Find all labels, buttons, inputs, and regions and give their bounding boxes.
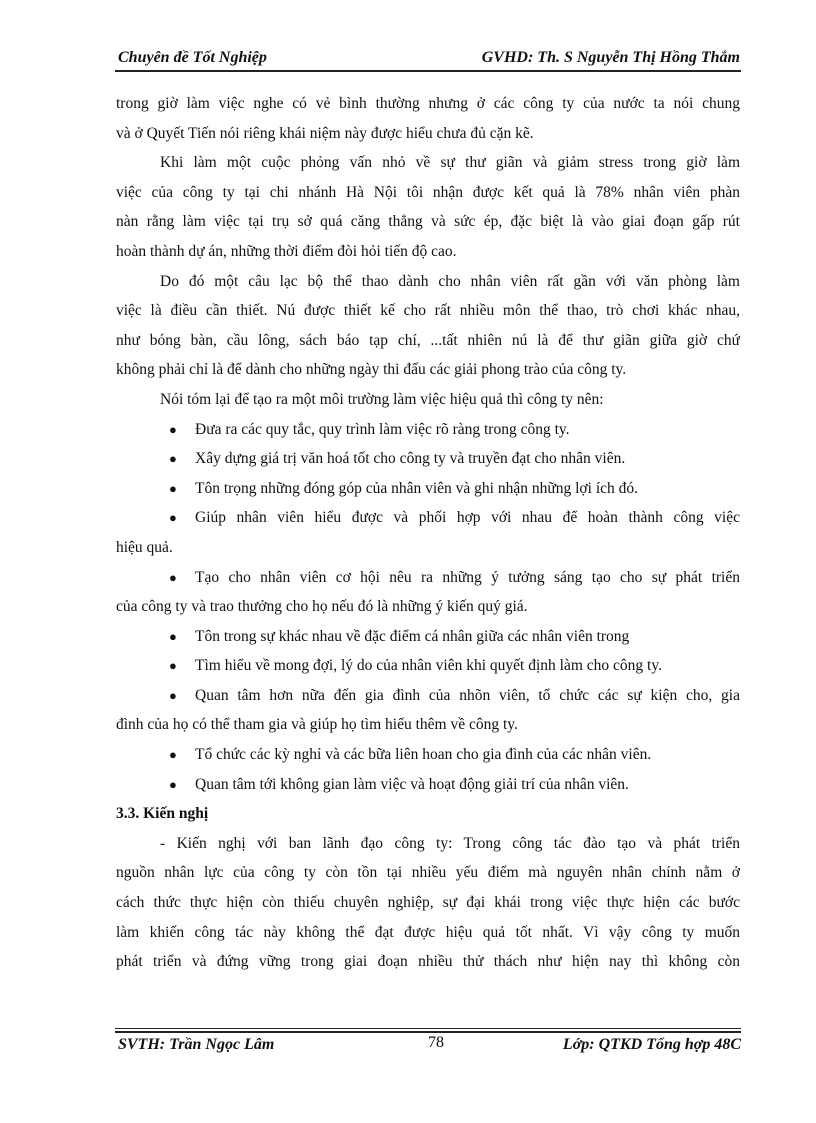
document-body [116, 89, 740, 977]
header-rule [115, 70, 741, 72]
bullet-text: Tôn trọng những đóng góp của nhân viên và ghi nhận những lợi ích đó. [195, 479, 638, 497]
bullet-text: Tôn trong sự khác nhau về đặc điểm cá nhân giữa các nhân viên trong [195, 627, 630, 645]
paragraph-line: cách thức thực hiện còn thiếu chuyên nghiệp, sự đại khái trong việc thực hiện các bước [116, 894, 740, 912]
footer-rule-thin [115, 1028, 741, 1029]
bullet-icon: ● [169, 569, 177, 585]
paragraph-line: hoàn thành dự án, những thời điểm đòi hỏi tiến độ cao. [116, 242, 457, 260]
bullet-icon: ● [169, 451, 177, 467]
paragraph-line: Nói tóm lại để tạo ra một môi trường làm việc hiệu quả thì công ty nên: [160, 390, 604, 408]
bullet-continuation: hiệu quả. [116, 538, 173, 556]
bullet-item [116, 563, 740, 593]
bullet-continuation: của công ty và trao thưởng cho họ nếu đó là những ý kiến quý giá. [116, 598, 528, 616]
paragraph-line: Khi làm một cuộc phỏng vấn nhỏ về sự thư giãn và giảm stress trong giờ làm [160, 154, 740, 172]
bullet-item [116, 444, 740, 474]
page-header [115, 48, 740, 70]
paragraph-line: phát triển và đứng vững trong giai đoạn nhiều thử thách như hiện nay thì không còn [116, 953, 740, 971]
bullet-icon: ● [169, 687, 177, 703]
footer-right-text: Lớp: QTKD Tổng hợp 48C [562, 1036, 741, 1053]
paragraph-line: như bóng bàn, cầu lông, sách báo tạp chí, ...tất nhiên nú là để thư giãn giữa giờ chứ [116, 331, 740, 349]
bullet-text: Xây dựng giá trị văn hoá tốt cho công ty và truyền đạt cho nhân viên. [195, 450, 626, 468]
section-heading: 3.3. Kiến nghị [116, 805, 209, 823]
bullet-item [116, 415, 740, 445]
paragraph-line: nàn rằng làm việc tại trụ sở quá căng thẳng và sức ép, đặc biệt là vào giai đoạn gấp rút [116, 213, 740, 231]
paragraph-line: Do đó một câu lạc bộ thể thao dành cho nhân viên rất gần với văn phòng làm [160, 272, 740, 290]
bullet-text: Giúp nhân viên hiểu được và phối hợp với nhau để hoàn thành công việc [195, 509, 740, 527]
header-right-text: GVHD: Th. S Nguyễn Thị Hồng Thắm [481, 49, 740, 66]
paragraph-line: trong giờ làm việc nghe có vẻ bình thường nhưng ở các công ty của nước ta nói chung [116, 95, 740, 112]
bullet-text: Quan tâm tới không gian làm việc và hoạt động giải trí của nhân viên. [195, 775, 629, 793]
bullet-icon: ● [169, 747, 177, 763]
bullet-icon: ● [169, 658, 177, 674]
bullet-item [116, 474, 740, 504]
bullet-item [116, 681, 740, 711]
bullet-icon: ● [169, 776, 177, 792]
bullet-text: Quan tâm hơn nữa đến gia đình của nhõn viên, tổ chức các sự kiện cho, gia [195, 686, 740, 704]
bullet-icon: ● [169, 480, 177, 496]
bullet-item [116, 770, 740, 800]
paragraph-line: không phải chỉ là để dành cho những ngày thi đấu các giải phong trào của công ty. [116, 361, 627, 379]
bullet-item [116, 622, 740, 652]
paragraph-line: việc của công ty tại chi nhánh Hà Nội tôi nhận được kết quả là 78% nhân viên phàn [116, 183, 740, 201]
bullet-text: Đưa ra các quy tắc, quy trình làm việc rõ ràng trong công ty. [195, 420, 570, 438]
paragraph-line: nguồn nhân lực của công ty còn tồn tại nhiều yếu điểm mà nguyên nhân chính nằm ở [116, 864, 740, 882]
page-footer [115, 1036, 741, 1058]
bullet-text: Tạo cho nhân viên cơ hội nêu ra những ý tưởng sáng tạo cho sự phát triển [195, 568, 740, 586]
bullet-icon: ● [169, 628, 177, 644]
footer-left-text: SVTH: Trần Ngọc Lâm [118, 1036, 275, 1053]
bullet-item [116, 651, 740, 681]
bullet-item [116, 503, 740, 533]
bullet-text: Tổ chức các kỳ nghỉ và các bữa liên hoan cho gia đình của các nhân viên. [195, 746, 652, 764]
paragraph-line: và ở Quyết Tiến nói riêng khái niệm này được hiểu chưa đủ cặn kẽ. [116, 124, 534, 142]
page-number: 78 [428, 1034, 444, 1051]
bullet-text: Tìm hiểu về mong đợi, lý do của nhân viên khi quyết định làm cho công ty. [195, 657, 662, 675]
bullet-icon: ● [169, 510, 177, 526]
header-left-text: Chuyên đề Tốt Nghiệp [118, 49, 267, 66]
bullet-icon: ● [169, 421, 177, 437]
bullet-item [116, 740, 740, 770]
footer-rule-thick [115, 1031, 741, 1033]
paragraph-line: - Kiến nghị với ban lãnh đạo công ty: Trong công tác đào tạo và phát triển [160, 834, 740, 852]
paragraph-line: việc là điều cần thiết. Nú được thiết kế cho rất nhiều môn thể thao, trò chơi khác nhau, [116, 302, 740, 320]
paragraph-line: làm khiến công tác này không thể đạt được hiệu quả tốt nhất. Vì vậy công ty muốn [116, 923, 740, 941]
bullet-continuation: đình của họ có thể tham gia và giúp họ tìm hiểu thêm về công ty. [116, 716, 518, 734]
